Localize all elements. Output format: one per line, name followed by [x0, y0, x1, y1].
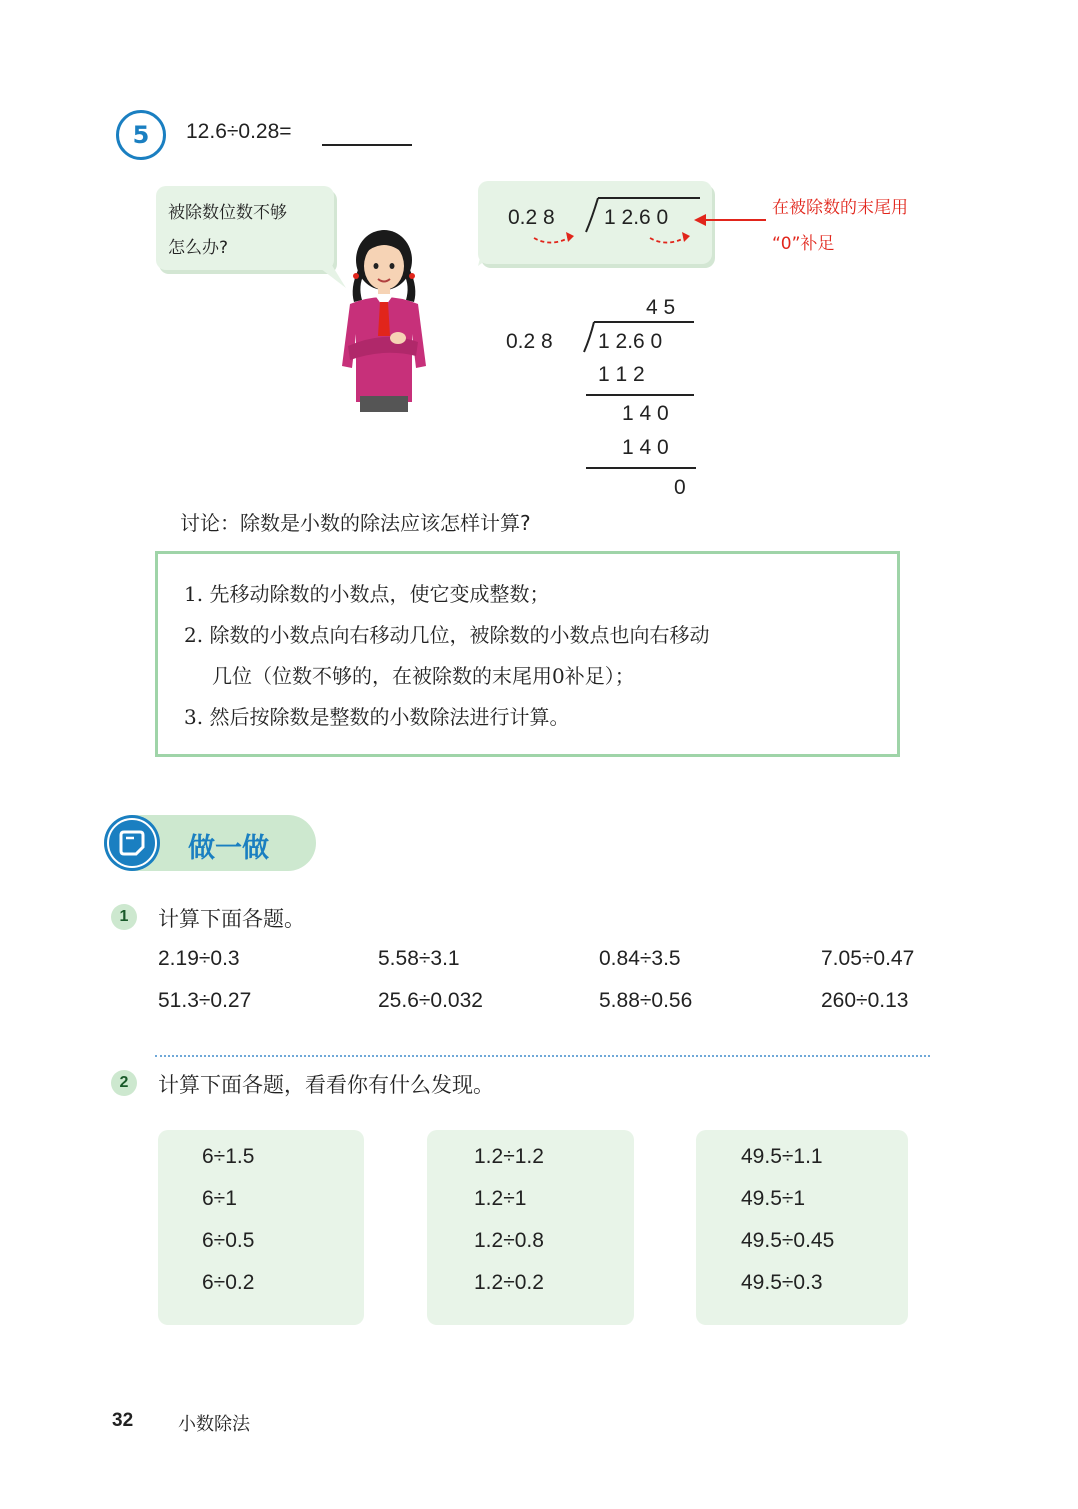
bubble-divisor: 0.2 8 — [508, 206, 555, 229]
bubble-dividend: 1 2.6 0 — [604, 206, 669, 229]
page-number: 32 — [112, 1410, 134, 1431]
quotient: 4 5 — [646, 296, 676, 319]
q2-expr: 6÷0.2 — [202, 1271, 255, 1294]
practice-icon — [104, 815, 160, 871]
q2-expr: 1.2÷0.8 — [474, 1229, 544, 1252]
annotation-line-1: 在被除数的末尾用 — [772, 198, 908, 218]
q2-expr: 49.5÷0.3 — [741, 1271, 823, 1294]
practice-title: 做一做 — [188, 833, 269, 864]
question-1-text: 计算下面各题。 — [158, 907, 305, 931]
answer-blank — [322, 144, 412, 146]
annotation-arrow — [694, 210, 768, 230]
q2-expr: 49.5÷1 — [741, 1187, 806, 1210]
q2-expr: 6÷1 — [202, 1187, 237, 1210]
annotation-line-2: “0”补足 — [772, 234, 835, 254]
step-3-product: 1 4 0 — [622, 436, 669, 459]
q2-expr: 6÷0.5 — [202, 1229, 255, 1252]
final-remainder: 0 — [674, 476, 686, 499]
q2-expr: 1.2÷0.2 — [474, 1271, 544, 1294]
rule-2: 2. 除数的小数点向右移动几位，被除数的小数点也向右移动 — [184, 623, 710, 647]
question-line-1: 被除数位数不够 — [168, 203, 287, 223]
chapter-title: 小数除法 — [178, 1414, 250, 1435]
bubble-division-bracket — [500, 192, 720, 252]
q2-expr: 1.2÷1 — [474, 1187, 527, 1210]
example-number-badge: 5 — [116, 110, 166, 160]
q1-expr: 5.58÷3.1 — [378, 947, 460, 970]
q2-expr: 49.5÷0.45 — [741, 1229, 835, 1252]
q1-expr: 7.05÷0.47 — [821, 947, 915, 970]
question-bubble-text — [168, 196, 328, 266]
step-1-product: 1 1 2 — [598, 363, 645, 386]
question-1-badge: 1 — [111, 904, 137, 930]
section-divider — [155, 1055, 930, 1057]
q1-expr: 260÷0.13 — [821, 989, 909, 1012]
group-box-1 — [158, 1130, 364, 1325]
q2-expr: 1.2÷1.2 — [474, 1145, 544, 1168]
q1-expr: 25.6÷0.032 — [378, 989, 483, 1012]
step-2-remainder: 1 4 0 — [622, 402, 669, 425]
annotation-text — [772, 190, 908, 262]
q1-expr: 5.88÷0.56 — [599, 989, 693, 1012]
q1-expr: 0.84÷3.5 — [599, 947, 681, 970]
rule-3: 3. 然后按除数是整数的小数除法进行计算。 — [184, 705, 570, 729]
divisor: 0.2 8 — [506, 330, 553, 353]
example-equation: 12.6÷0.28= — [186, 120, 292, 143]
rule-1: 1. 先移动除数的小数点，使它变成整数； — [184, 582, 550, 606]
q1-expr: 2.19÷0.3 — [158, 947, 240, 970]
question-line-2: 怎么办? — [168, 238, 229, 258]
calc-bubble-tail — [478, 250, 508, 270]
question-2-badge: 2 — [111, 1070, 137, 1096]
girl-illustration — [328, 226, 438, 412]
q1-expr: 51.3÷0.27 — [158, 989, 252, 1012]
rule-2-continued: 几位（位数不够的，在被除数的末尾用0补足）； — [212, 664, 635, 688]
q2-expr: 6÷1.5 — [202, 1145, 255, 1168]
question-2-text: 计算下面各题，看看你有什么发现。 — [158, 1073, 494, 1097]
dividend: 1 2.6 0 — [598, 330, 663, 353]
discussion-prompt: 讨论：除数是小数的除法应该怎样计算? — [180, 511, 531, 535]
q2-expr: 49.5÷1.1 — [741, 1145, 823, 1168]
